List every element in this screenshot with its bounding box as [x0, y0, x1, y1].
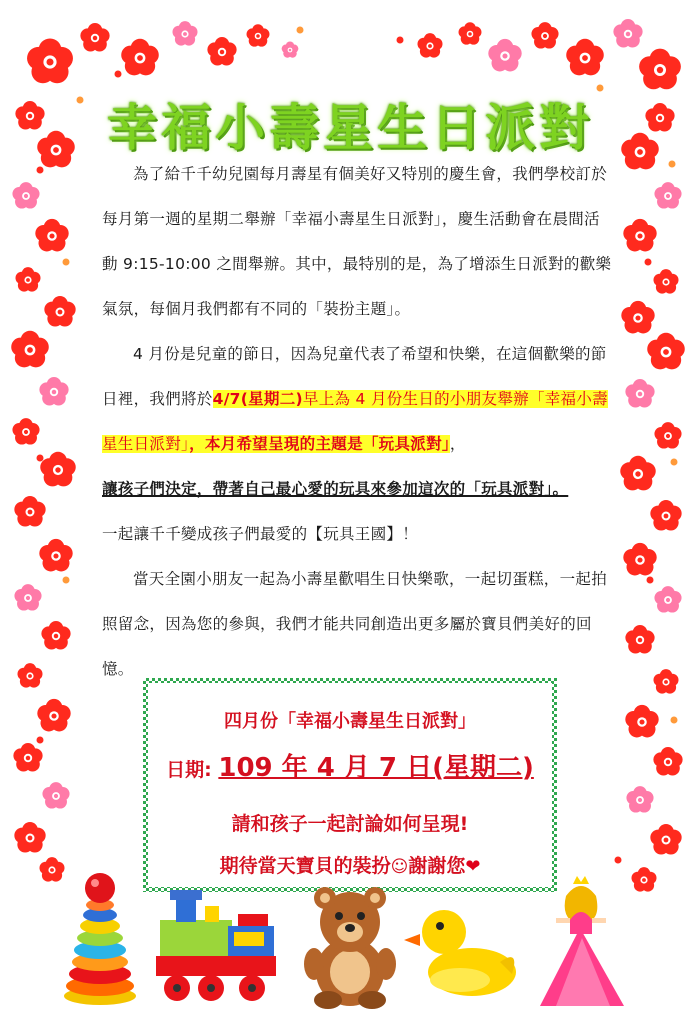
flower-icon	[639, 49, 681, 90]
flower-icon	[625, 705, 658, 738]
flower-icon	[39, 539, 72, 572]
theme-highlight: ，本月希望呈現的主題是「玩具派對」	[189, 435, 450, 453]
flower-icon	[625, 625, 654, 653]
notice-title: 四月份「幸福小壽星生日派對」	[224, 711, 476, 732]
flower-icon	[44, 296, 75, 327]
page-title: 幸福小壽星生日派對	[107, 99, 593, 157]
flower-icon	[41, 621, 70, 649]
thanks-text: 期待當天寶貝的裝扮	[219, 855, 391, 877]
flower-icon	[172, 21, 197, 45]
flower-icon	[488, 39, 521, 72]
flower-icon	[35, 219, 68, 252]
event-description-highlight: 早上為 4 月份生日的小朋友舉辦「幸福小壽星生日派對」	[102, 390, 608, 453]
flower-icon	[626, 786, 653, 812]
comma: ，	[449, 435, 466, 453]
date-label: 日期:	[166, 759, 219, 781]
flower-icon	[653, 669, 678, 693]
flower-icon	[282, 41, 299, 57]
heart-icon: ❤	[465, 856, 481, 877]
notice-box	[143, 678, 557, 892]
flower-icon	[653, 747, 682, 775]
flower-icon	[121, 39, 159, 76]
stacking-rings-toy	[64, 873, 136, 1005]
flower-icon	[37, 699, 70, 732]
flower-icon	[623, 543, 656, 576]
flower-icon	[207, 37, 236, 65]
smiley-icon: ☺	[390, 857, 409, 877]
notice-date	[148, 747, 552, 784]
flower-icon	[17, 663, 42, 687]
flower-icon	[39, 377, 68, 405]
flower-icon	[12, 418, 39, 444]
flower-icon	[14, 496, 45, 527]
flower-icon	[11, 331, 49, 368]
flower-icon	[621, 301, 654, 334]
flower-icon	[417, 33, 442, 57]
princess-doll	[540, 876, 624, 1006]
notice-discuss: 請和孩子一起討論如何呈現!	[231, 813, 469, 835]
flower-icon	[620, 456, 655, 491]
toys-illustration	[0, 868, 700, 1012]
event-date-highlight: 4/7(星期二)	[212, 390, 303, 408]
underlined-instruction: 讓孩子們決定，帶著自己最心愛的玩具來參加這次的「玩具派對」。	[102, 480, 569, 498]
flower-icon	[654, 182, 681, 208]
flower-icon	[650, 500, 681, 531]
flower-icon	[13, 743, 42, 771]
date-value: 109 年 4 月 7 日(星期二)	[218, 753, 534, 783]
flower-icon	[247, 24, 270, 46]
flower-icon	[15, 267, 40, 291]
flower-icon	[625, 379, 654, 407]
flower-icon	[623, 219, 656, 252]
flower-icon	[42, 782, 69, 808]
flower-icon	[27, 38, 73, 83]
paragraph-3: 當天全園小朋友一起為小壽星歡唱生日快樂歌，一起切蛋糕，一起拍照留念，因為您的參與，我們才能共同創造出更多屬於寶貝們美好的回憶。	[102, 570, 608, 678]
flower-icon	[613, 19, 642, 47]
flower-icon	[654, 422, 681, 448]
flower-icon	[647, 333, 685, 370]
paragraph-2	[102, 332, 612, 557]
rubber-duck	[404, 910, 516, 996]
thanks-end: 謝謝您	[408, 855, 466, 877]
flower-icon	[14, 822, 45, 853]
teddy-bear	[304, 887, 396, 1009]
flower-icon	[650, 824, 681, 855]
flower-icon	[566, 39, 604, 76]
toy-kingdom-line: 一起讓千千變成孩子們最愛的【玩具王國】！	[102, 525, 419, 543]
flower-icon	[14, 584, 41, 610]
flower-icon	[12, 182, 39, 208]
flower-icon	[654, 586, 681, 612]
flower-icon	[40, 452, 75, 487]
p2-intro: 4 月份是兒童的節日，因為兒童代表了希望和快樂，在這個歡樂的節日裡，我們將於	[102, 345, 607, 408]
flower-icon	[653, 269, 678, 293]
flower-icon	[531, 22, 558, 48]
letter-body	[102, 152, 612, 692]
toy-train	[156, 890, 276, 1001]
flower-icon	[459, 22, 482, 44]
flower-icon	[80, 23, 109, 51]
paragraph-1: 為了給千千幼兒園每月壽星有個美好又特別的慶生會，我們學校訂於每月第一週的星期二舉辦「幸福小壽星生日派對」，慶生活動會在晨間活動 9:15-10:00 之間舉辦。其中，最特別的是，為了增添生日派對的歡樂氣氛，每個月我們都有不同的「裝扮主題」。	[102, 165, 612, 318]
